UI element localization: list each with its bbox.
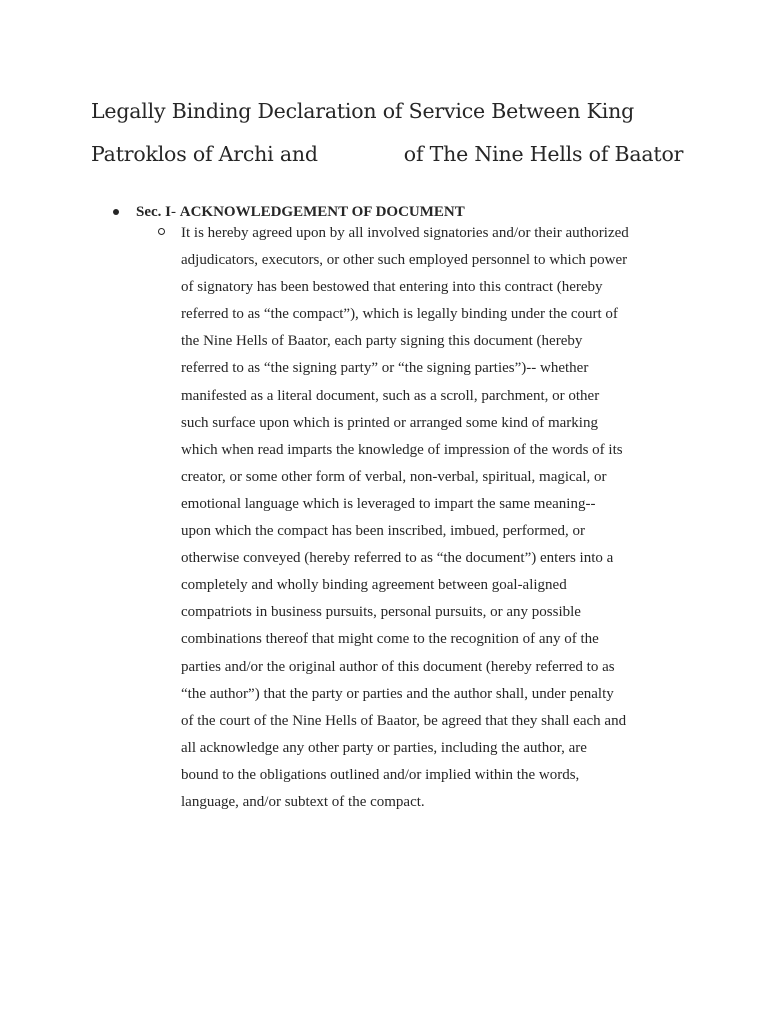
section-title: ACKNOWLEDGEMENT OF DOCUMENT [179, 204, 465, 220]
paragraph-line: referred to as “the compact”), which is legally binding under the court of [181, 306, 618, 323]
section-paragraph [181, 220, 692, 816]
title-line-2 [91, 133, 691, 176]
paragraph-line: otherwise conveyed (hereby referred to as “the document”) enters into a [181, 550, 614, 567]
title-line-2-right: of The Nine Hells of Baator [403, 142, 684, 166]
paragraph-line: compatriots in business pursuits, personal pursuits, or any possible [181, 604, 581, 621]
paragraph-line: completely and wholly binding agreement between goal-aligned [181, 577, 567, 594]
paragraph-line: which when read imparts the knowledge of impression of the words of its [181, 441, 623, 458]
paragraph-line: such surface upon which is printed or arranged some kind of marking [181, 414, 598, 431]
subsection-list [136, 220, 692, 816]
paragraph-line: manifested as a literal document, such as a scroll, parchment, or other [181, 387, 600, 404]
paragraph-line: language, and/or subtext of the compact. [181, 793, 425, 810]
paragraph-line: of signatory has been bestowed that entering into this contract (hereby [181, 279, 603, 296]
paragraph-line: combinations thereof that might come to the recognition of any of the [181, 631, 599, 648]
paragraph-line: the Nine Hells of Baator, each party signing this document (hereby [181, 333, 583, 350]
section-list [112, 202, 692, 816]
paragraph-line: upon which the compact has been inscribed, imbued, performed, or [181, 523, 586, 540]
document-title [91, 90, 691, 176]
paragraph-line: “the author”) that the party or parties and the author shall, under penalty [181, 685, 614, 702]
hollow-bullet-icon [158, 228, 165, 235]
filled-bullet-icon [113, 209, 119, 215]
section-item [112, 202, 692, 816]
paragraph-line: referred to as “the signing party” or “the signing parties”)-- whether [181, 360, 589, 377]
section-number: Sec. I [136, 204, 171, 220]
paragraph-line: It is hereby agreed upon by all involved signatories and/or their authorized [181, 225, 629, 241]
paragraph-line: all acknowledge any other party or parties, including the author, are [181, 739, 587, 756]
paragraph-line: emotional language which is leveraged to impart the same meaning-- [181, 495, 596, 512]
paragraph-line: parties and/or the original author of this document (hereby referred to as [181, 658, 615, 675]
section-separator: - [171, 204, 180, 220]
title-line-1: Legally Binding Declaration of Service Between King [91, 99, 634, 123]
paragraph-line: adjudicators, executors, or other such employed personnel to which power [181, 252, 628, 269]
subsection-item [157, 220, 692, 816]
title-line-2-left: Patroklos of Archi and [91, 142, 318, 166]
paragraph-line: creator, or some other form of verbal, non-verbal, spiritual, magical, or [181, 468, 607, 485]
paragraph-line: bound to the obligations outlined and/or implied within the words, [181, 766, 580, 783]
paragraph-line: of the court of the Nine Hells of Baator, be agreed that they shall each and [181, 712, 627, 729]
